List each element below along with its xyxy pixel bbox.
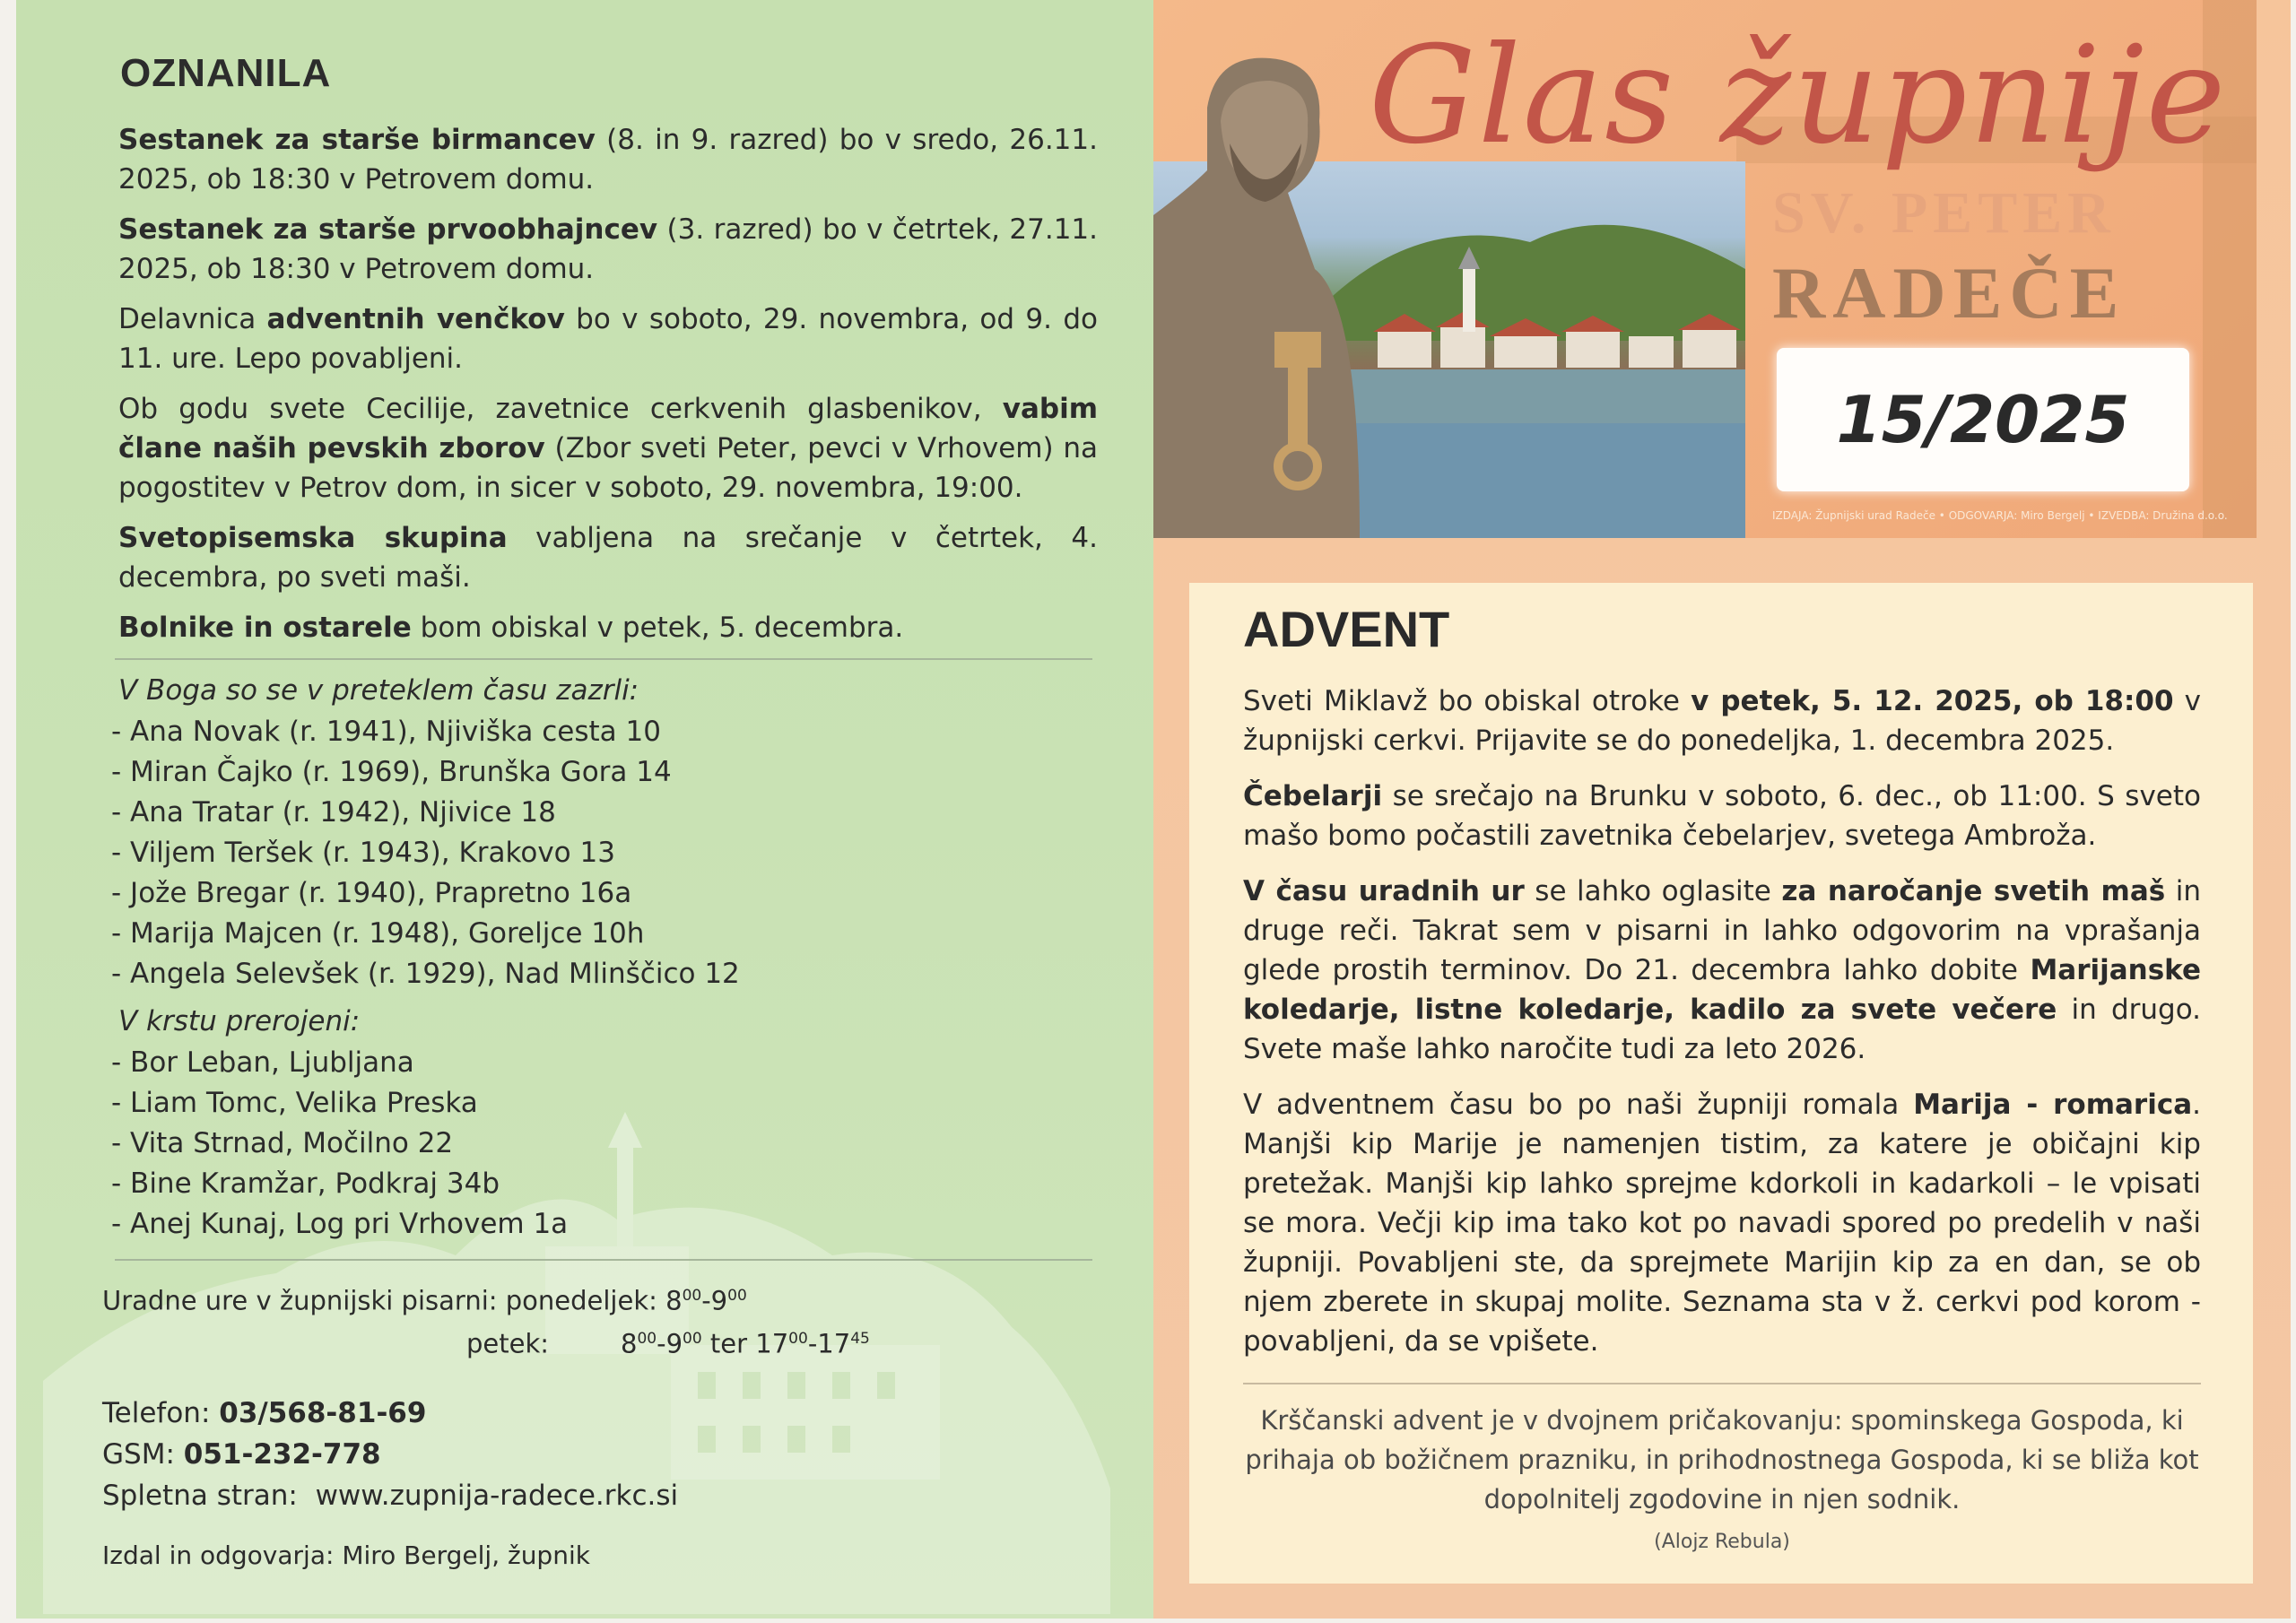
section-heading-advent: ADVENT (1243, 601, 1450, 657)
website-link[interactable]: www.zupnija-radece.rkc.si (315, 1480, 679, 1513)
right-panel (1153, 0, 2291, 1619)
masthead (1153, 0, 2257, 538)
phone-number: 03/568-81-69 (219, 1397, 427, 1430)
left-panel (16, 0, 1153, 1619)
office-hours: Uradne ure v župnijski pisarni: ponedeljek: $8^{00}-9^{00}$ petek: $8^{00}-9^{00}$ ter $17^{00}-17^{45}$ (102, 1285, 870, 1359)
advent-quote: Krščanski advent je v dvojnem pričakovanju: spominskega Gospoda, ki prihaja ob božičnem prazniku, in prihodnostnega Gospoda, ki se bliža kot dopolnitelj zgodovine in njen sodnik. (1245, 1405, 2199, 1515)
imprint-line: IZDAJA: Župnijski urad Radeče • ODGOVARJA: Miro Bergelj • IZVEDBA: Družina d.o.o. (1772, 509, 2228, 522)
list-item: - Anej Kunaj, Log pri Vrhovem 1a (111, 1204, 1098, 1245)
advent-pilgrim-mary: V adventnem času bo po naši župniji romala Marija - romarica. Manjši kip Marije je namenjen tistim, za katere je običajni kip pretežak. Manjši kip lahko sprejme kdorkoli in kadarkoli – le vpisati se mora. Večji kip ima tako kot po navadi spored po predelih v naši župniji. Povabljeni ste, da sprejmete Marijin kip za en dan, se ob njem zberete in skupaj molite. Seznama sta v ž. cerkvi pod korom - povabljeni, da se vpišete. (1243, 1089, 2201, 1358)
notice-communion-parents: Sestanek za starše prvoobhajncev (3. razred) bo v četrtek, 27.11. 2025, ob 18:30 v Petrovem domu. (118, 213, 1099, 285)
publication-title: Glas župnije (1369, 18, 2228, 174)
list-item: - Angela Selevšek (r. 1929), Nad Mlinščico 12 (111, 954, 1098, 994)
list-item: - Marija Majcen (r. 1948), Goreljce 10h (111, 914, 1098, 954)
deceased-list (111, 712, 1098, 994)
baptized-list (111, 1043, 1098, 1245)
deceased-heading: V Boga so se v preteklem času zazrli: (118, 674, 639, 707)
list-item: - Liam Tomc, Velika Preska (111, 1083, 1098, 1124)
advent-office-hours: V času uradnih ur se lahko oglasite za naročanje svetih maš in druge reči. Takrat sem v pisarni in lahko odgovorim na vprašanja glede prostih terminov. Do 21. decembra lahko dobite Marijanske koledarje, listne koledarje, kadilo za svete večere in drugo. Svete maše lahko naročite tudi za leto 2026. (1243, 875, 2201, 1065)
list-item: - Miran Čajko (r. 1969), Brunška Gora 14 (111, 752, 1098, 793)
notice-confirmation-parents: Sestanek za starše birmancev (8. in 9. razred) bo v sredo, 26.11. 2025, ob 18:30 v Petrovem domu. (118, 124, 1098, 195)
list-item: - Bine Kramžar, Podkraj 34b (111, 1164, 1098, 1204)
divider (1243, 1383, 2201, 1384)
notice-wreath-workshop: Delavnica adventnih venčkov bo v soboto, 29. novembra, od 9. do 11. ure. Lepo povabljeni. (118, 303, 1098, 375)
divider (115, 1259, 1092, 1261)
issue-box (1777, 348, 2189, 491)
list-item: - Ana Novak (r. 1941), Njiviška cesta 10 (111, 712, 1098, 752)
parish-subtitle: SV. PETER (1772, 180, 2116, 246)
list-item: - Viljem Teršek (r. 1943), Krakovo 13 (111, 833, 1098, 873)
saint-peter-statue-image (1153, 36, 1369, 538)
quote-author: (Alojz Rebula) (1654, 1531, 1790, 1553)
list-item: - Jože Bregar (r. 1940), Prapretno 16a (111, 873, 1098, 914)
gsm-number: 051-232-778 (183, 1438, 381, 1471)
advent-box (1189, 583, 2253, 1584)
list-item: - Bor Leban, Ljubljana (111, 1043, 1098, 1083)
section-heading-oznanila: OZNANILA (120, 51, 332, 95)
issuer-line: Izdal in odgovarja: Miro Bergelj, župnik (102, 1541, 590, 1571)
parish-town: RADEČE (1772, 252, 2126, 334)
notice-choir-invite: Ob godu svete Cecilije, zavetnice cerkvenih glasbenikov, vabim člane naših pevskih zborov (Zbor sveti Peter, pevci v Vrhovem) na pogostitev v Petrov dom, in sicer v soboto, 29. novembra, 19:00. (118, 393, 1098, 504)
contact-info: Telefon: 03/568-81-69 GSM: 051-232-778 Spletna stran: www.zupnija-radece.rkc.si (102, 1397, 679, 1513)
advent-beekeepers: Čebelarji se srečajo na Brunku v soboto, 6. dec., ob 11:00. S sveto mašo bomo počastili zavetnika čebelarjev, svetega Ambroža. (1243, 780, 2201, 852)
notice-bible-group: Svetopisemska skupina vabljena na srečanje v četrtek, 4. decembra, po sveti maši. (118, 522, 1098, 594)
notice-sick-visit: Bolnike in ostarele bom obiskal v petek, 5. decembra. (118, 612, 904, 644)
list-item: - Vita Strnad, Močilno 22 (111, 1124, 1098, 1164)
issue-number: 15/2025 (1836, 382, 2130, 457)
divider (115, 658, 1092, 660)
advent-miklavz: Sveti Miklavž bo obiskal otroke v petek, 5. 12. 2025, ob 18:00 v župnijski cerkvi. Prijavite se do ponedeljka, 1. decembra 2025. (1243, 685, 2201, 757)
list-item: - Ana Tratar (r. 1942), Njivice 18 (111, 793, 1098, 833)
baptized-heading: V krstu prerojeni: (118, 1005, 361, 1037)
